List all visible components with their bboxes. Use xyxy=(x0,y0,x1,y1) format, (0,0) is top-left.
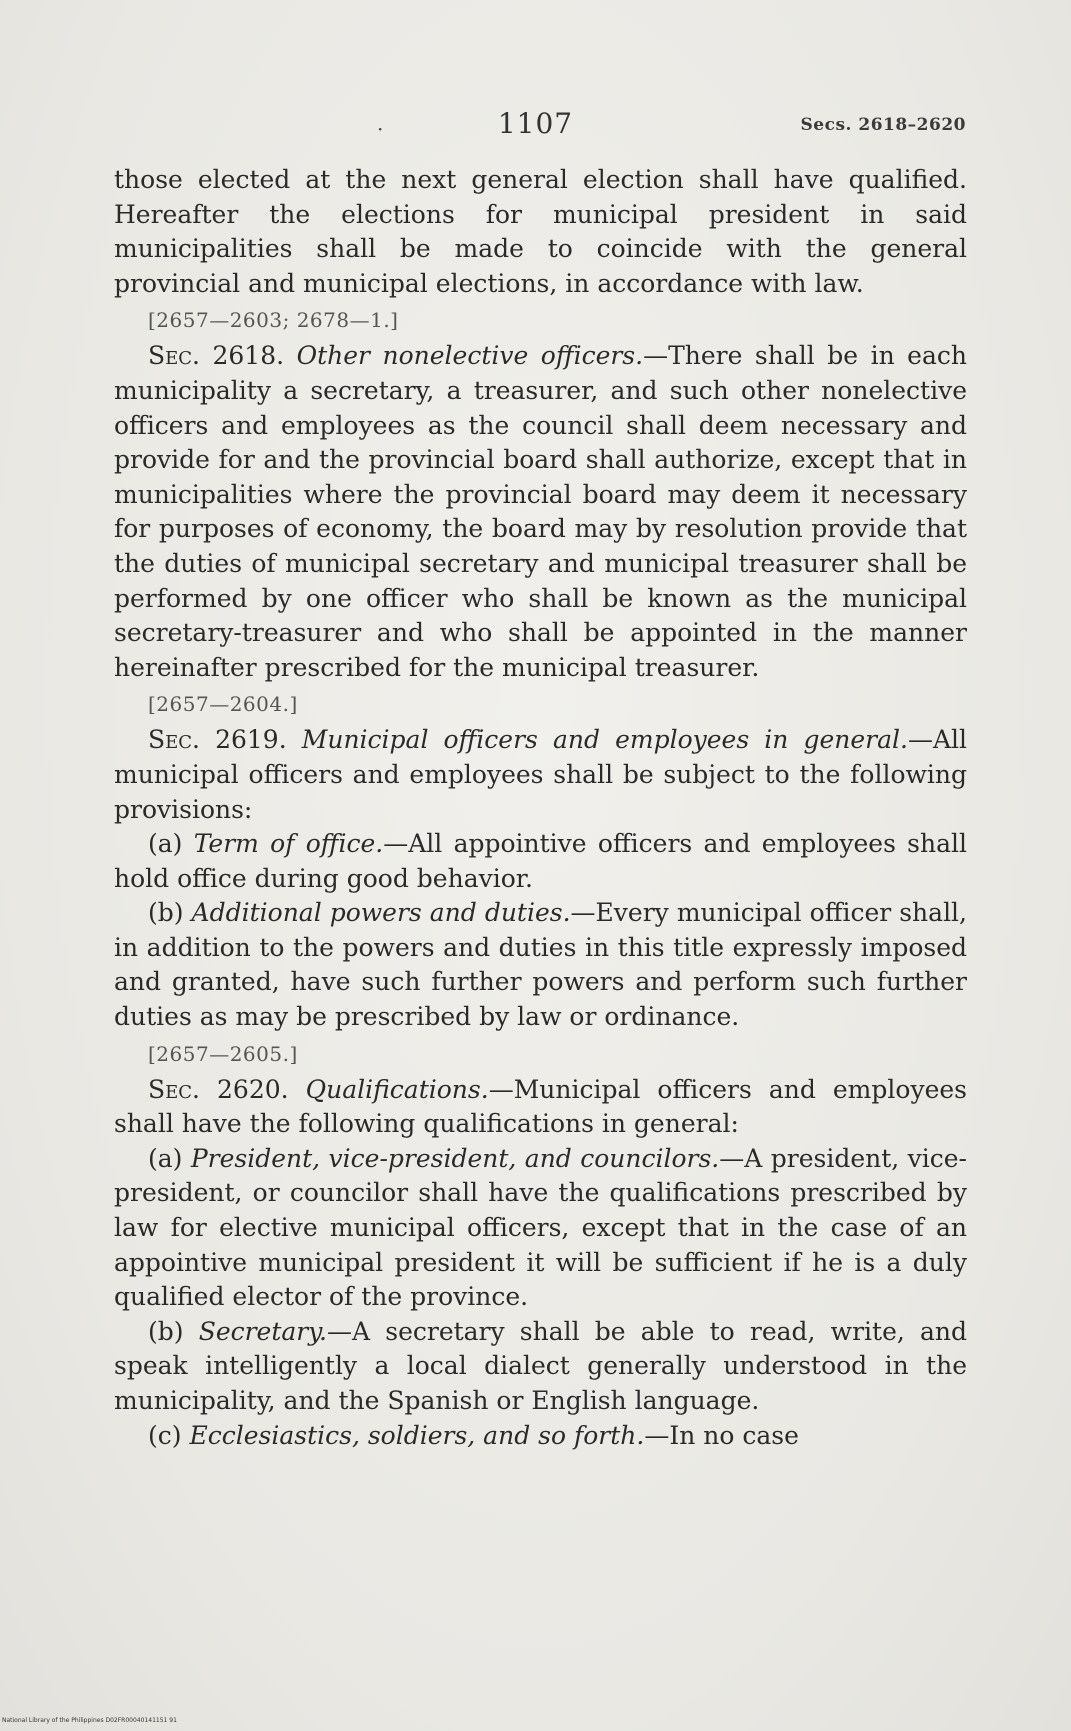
subsection-text: —In no case xyxy=(644,1420,799,1450)
section-text: —Municipal officers and employees shall have the following qualifications in general: xyxy=(114,1074,967,1139)
subsection-title: President, vice-president, and councilors. xyxy=(190,1143,720,1173)
subsection-label: (a) xyxy=(148,829,183,859)
page-number: 1107 xyxy=(497,107,574,140)
subsection-title: Secretary. xyxy=(198,1316,328,1346)
section-2618 xyxy=(114,339,967,685)
subsection-text: —A president, vice-president, or councilor shall have the qualifications prescribed by law for elective municipal officers, except that in the case of an appointive municipal president it will be sufficient if he is a duly qualified elector of the province. xyxy=(114,1143,967,1312)
body-text xyxy=(114,163,967,1453)
subsection-text: —All appointive officers and employees shall hold office during good behavior. xyxy=(114,829,967,893)
subsection-text: —A secretary shall be able to read, write, and speak intelligently a local dialect generally understood in the municipality, and the Spanish or English language. xyxy=(114,1316,967,1415)
section-number: Sec. 2619. xyxy=(148,725,287,755)
section-title: Qualifications. xyxy=(305,1074,489,1104)
subsection-2620-b xyxy=(114,1315,967,1419)
section-text: —All municipal officers and employees shall be subject to the following provisions: xyxy=(114,725,967,824)
subsection-2620-c xyxy=(114,1419,967,1454)
header-dot: · xyxy=(377,117,384,141)
section-number: Sec. 2618. xyxy=(148,341,285,371)
page-header xyxy=(0,107,1071,143)
subsection-title: Ecclesiastics, soldiers, and so forth. xyxy=(189,1420,645,1450)
source-reference: [2657—2603; 2678—1.] xyxy=(148,308,399,333)
scan-footer: National Library of the Philippines D02FR00040141151 91 xyxy=(2,1717,177,1724)
subsection-2620-a xyxy=(114,1142,967,1315)
subsection-label: (a) xyxy=(148,1143,183,1173)
subsection-2619-b xyxy=(114,896,967,1034)
section-title: Other nonelective officers. xyxy=(296,341,644,371)
subsection-label: (b) xyxy=(148,898,184,928)
source-reference: [2657—2604.] xyxy=(148,692,298,717)
continued-paragraph: those elected at the next general election shall have qualified. Hereafter the elections for municipal president in said municipalities shall be made to coincide with the general provincial and municipal elections, in accordance with law. xyxy=(114,165,967,298)
section-number: Sec. 2620. xyxy=(148,1074,289,1104)
subsection-title: Term of office. xyxy=(193,829,384,859)
subsection-label: (b) xyxy=(148,1316,184,1346)
section-text: —There shall be in each municipality a secretary, a treasurer, and such other nonelective officers and employees as the council shall deem necessary and provide for and the provincial board shall authorize, except that in municipalities where the provincial board may deem it necessary for purposes of economy, the board may by resolution provide that the duties of municipal secretary and municipal treasurer shall be performed by one officer who shall be known as the municipal secretary-treasurer and who shall be appointed in the manner hereinafter prescribed for the municipal treasurer. xyxy=(114,341,967,682)
source-reference: [2657—2605.] xyxy=(148,1041,298,1066)
section-2619 xyxy=(114,723,967,827)
subsection-text: —Every municipal officer shall, in addition to the powers and duties in this title expressly imposed and granted, have such further powers and perform such further duties as may be prescribed by law or ordinance. xyxy=(114,898,968,1032)
section-2620 xyxy=(114,1073,967,1142)
subsection-2619-a xyxy=(114,827,967,896)
running-head: Secs. 2618–2620 xyxy=(800,115,966,135)
subsection-label: (c) xyxy=(148,1420,182,1450)
subsection-title: Additional powers and duties. xyxy=(191,898,571,928)
section-title: Municipal officers and employees in general. xyxy=(301,725,908,755)
